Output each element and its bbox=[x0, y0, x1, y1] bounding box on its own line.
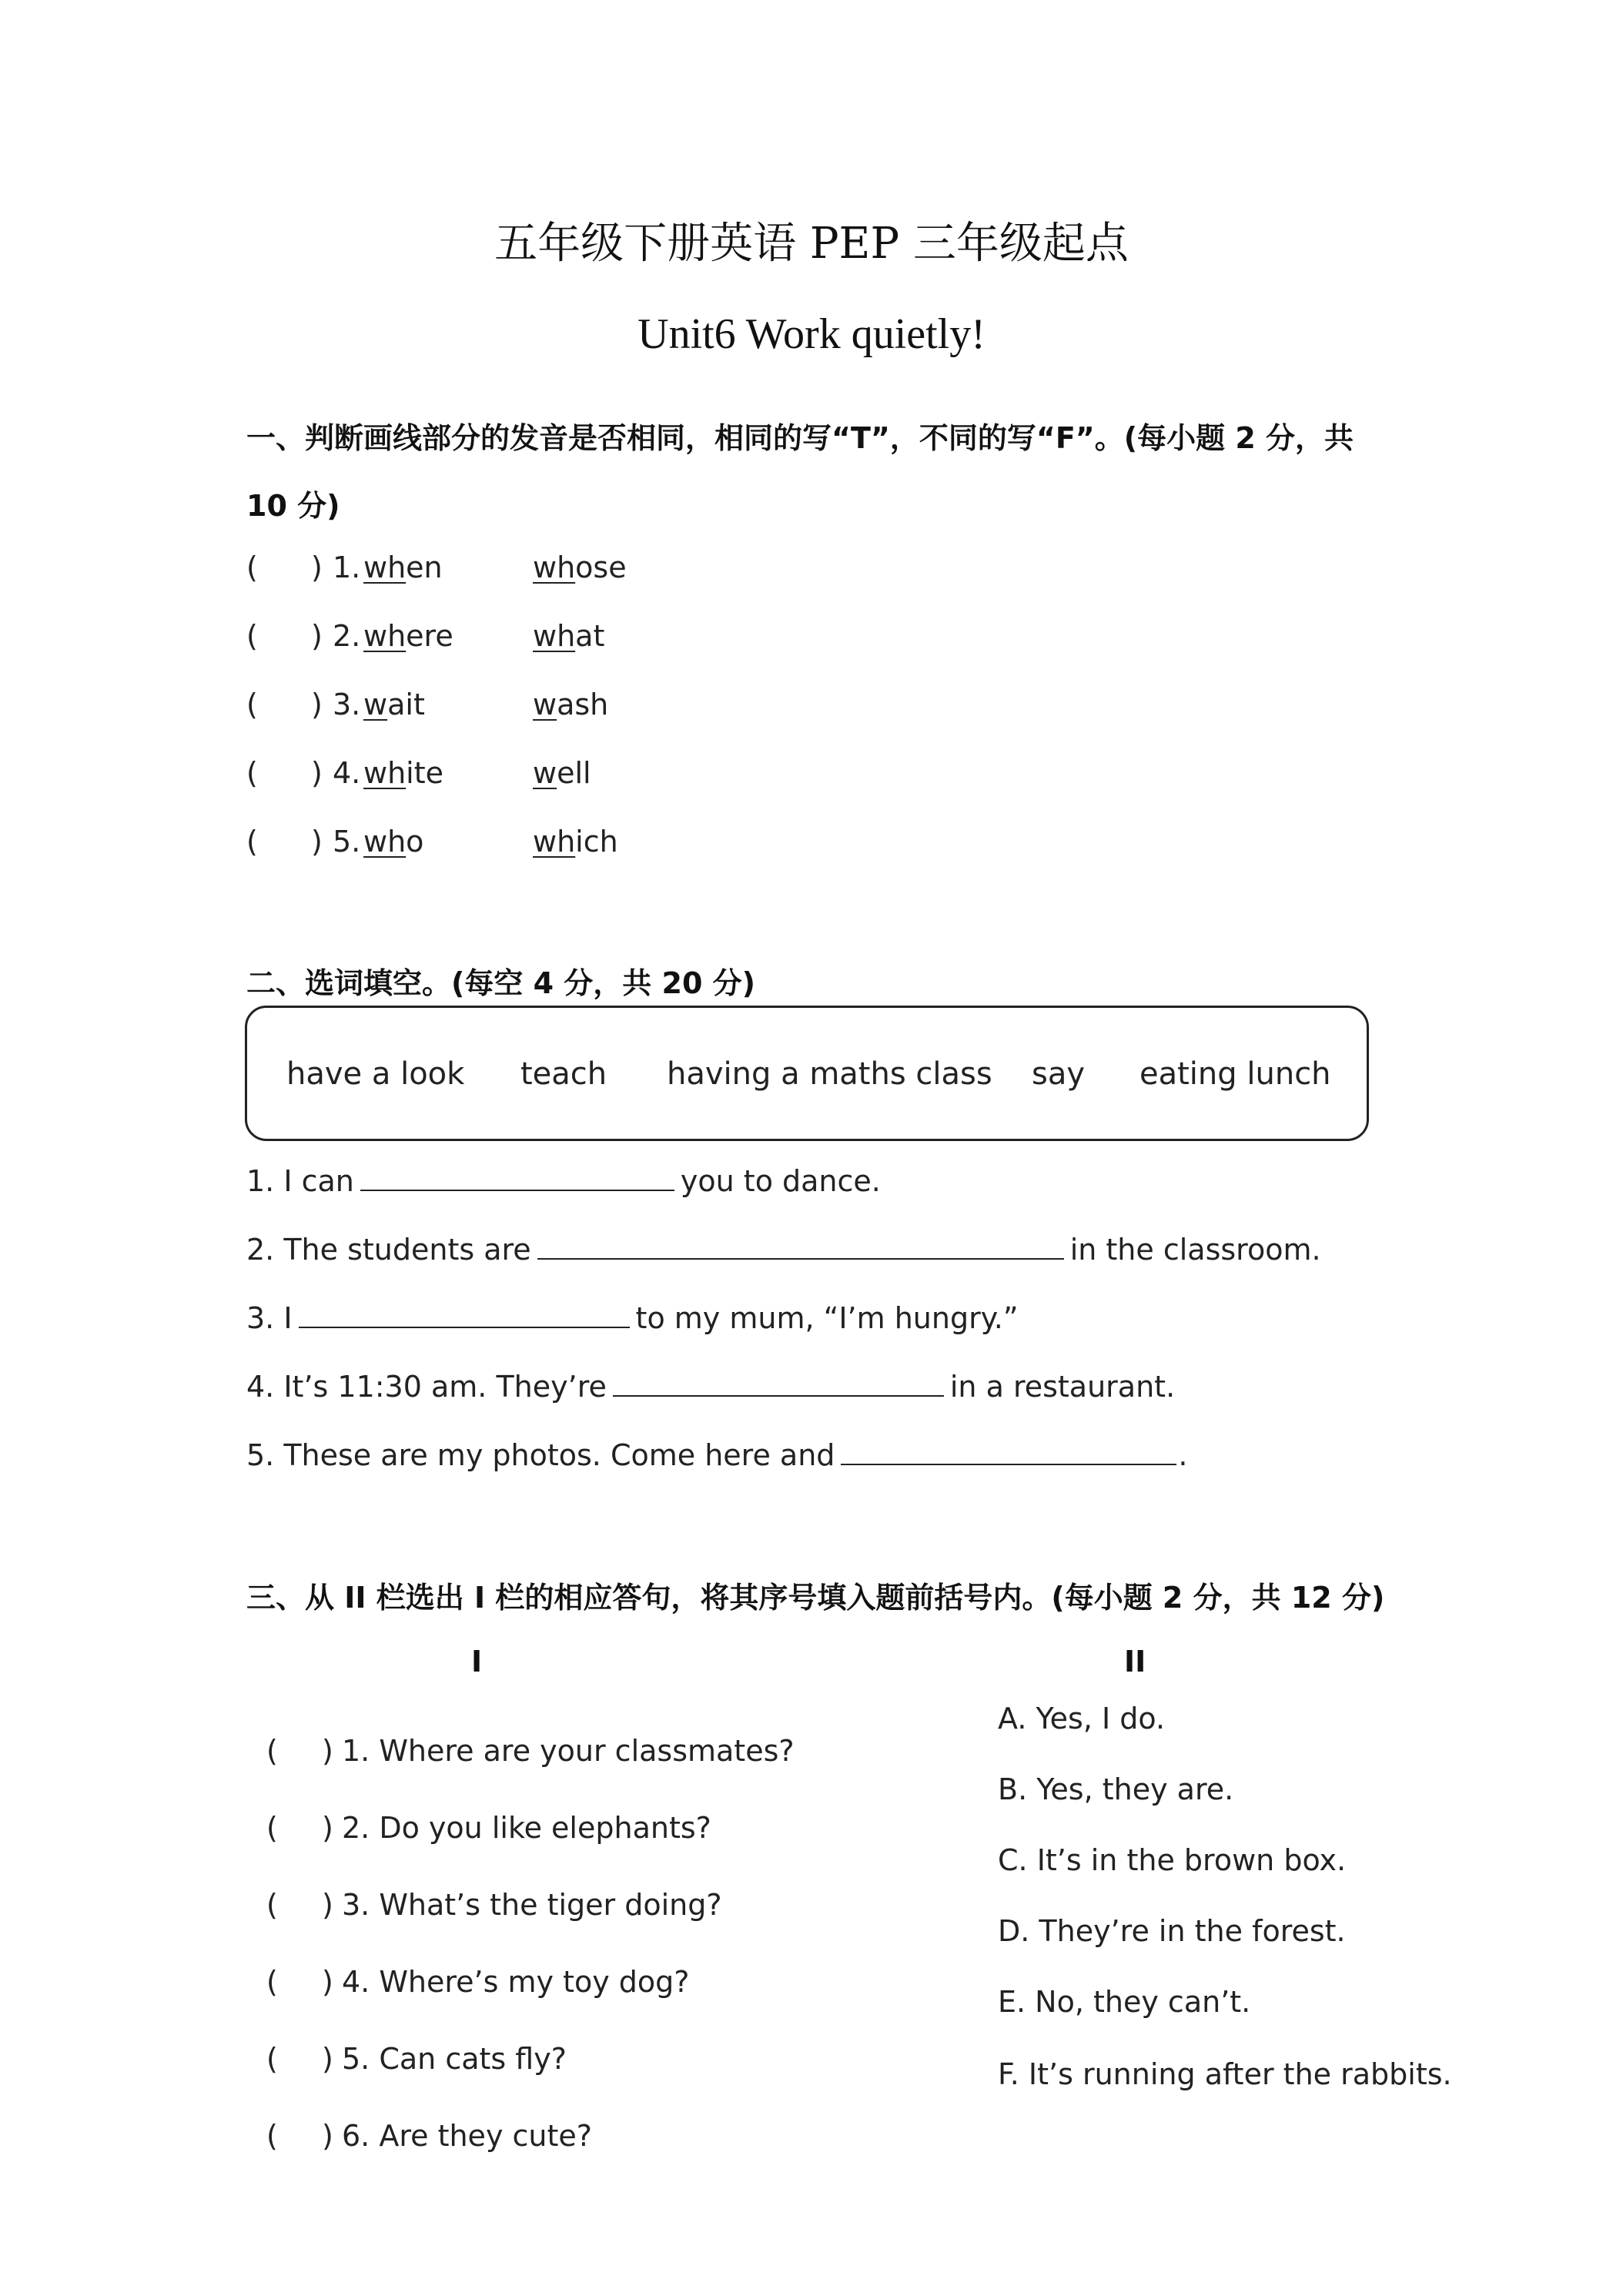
answer-paren-close: ) bbox=[311, 825, 323, 858]
answer-paren-close: ) bbox=[322, 2119, 333, 2153]
item-number: 1. bbox=[333, 551, 361, 584]
answer-option: E. No, they can’t. bbox=[998, 1985, 1251, 2019]
question-text: 1. Where are your classmates? bbox=[342, 1734, 795, 1768]
question-text: 4. Where’s my toy dog? bbox=[342, 1965, 690, 1999]
item-number: 5. bbox=[333, 825, 361, 858]
answer-paren-open[interactable]: ( bbox=[246, 756, 258, 790]
answer-paren-open[interactable]: ( bbox=[266, 1734, 278, 1768]
answer-option: A. Yes, I do. bbox=[998, 1702, 1166, 1735]
fill-sentence: 3. I to my mum, “I’m hungry.” bbox=[246, 1301, 1019, 1335]
answer-paren-open[interactable]: ( bbox=[266, 1965, 278, 1999]
word-a: who bbox=[363, 825, 424, 858]
answer-paren-open[interactable]: ( bbox=[246, 551, 258, 584]
word-a: white bbox=[363, 756, 444, 790]
item-number: 4. bbox=[333, 756, 361, 790]
word-b: which bbox=[533, 825, 618, 858]
answer-paren-close: ) bbox=[322, 1888, 333, 1922]
question-text: 3. What’s the tiger doing? bbox=[342, 1888, 722, 1922]
section3-heading: 三、从 II 栏选出 I 栏的相应答句，将其序号填入题前括号内。(每小题 2 分，共 12 分) bbox=[246, 1581, 1385, 1615]
answer-paren-close: ) bbox=[311, 551, 323, 584]
answer-paren-close: ) bbox=[322, 1734, 333, 1768]
word-bank-item: teach bbox=[520, 1056, 607, 1092]
answer-paren-open[interactable]: ( bbox=[266, 1811, 278, 1845]
page-subtitle: Unit6 Work quietly! bbox=[637, 310, 986, 358]
word-bank-item: having a maths class bbox=[667, 1056, 992, 1092]
fill-sentence: 1. I can you to dance. bbox=[246, 1164, 881, 1198]
answer-option: B. Yes, they are. bbox=[998, 1772, 1234, 1806]
answer-paren-close: ) bbox=[311, 756, 323, 790]
fill-sentence: 2. The students are in the classroom. bbox=[246, 1233, 1321, 1267]
answer-paren-close: ) bbox=[322, 1965, 333, 1999]
page-title: 五年级下册英语 PEP 三年级起点 bbox=[494, 219, 1129, 269]
item-number: 2. bbox=[333, 619, 361, 653]
fill-blank[interactable] bbox=[360, 1166, 674, 1191]
word-b: wash bbox=[533, 688, 609, 721]
question-text: 2. Do you like elephants? bbox=[342, 1811, 711, 1845]
item-number: 3. bbox=[333, 688, 361, 721]
word-a: when bbox=[363, 551, 443, 584]
answer-paren-close: ) bbox=[311, 619, 323, 653]
section1-heading: 一、判断画线部分的发音是否相同，相同的写“T”，不同的写“F”。(每小题 2 分，共 bbox=[246, 421, 1354, 455]
word-bank-item: have a look bbox=[286, 1056, 465, 1092]
section2-heading: 二、选词填空。(每空 4 分，共 20 分) bbox=[246, 966, 755, 1000]
fill-blank[interactable] bbox=[841, 1441, 1176, 1465]
word-a: where bbox=[363, 619, 453, 653]
answer-option: F. It’s running after the rabbits. bbox=[998, 2057, 1452, 2091]
word-b: what bbox=[533, 619, 605, 653]
section1-heading-cont: 10 分) bbox=[246, 489, 340, 523]
answer-paren-close: ) bbox=[311, 688, 323, 721]
word-bank-item: say bbox=[1032, 1056, 1086, 1092]
answer-paren-open[interactable]: ( bbox=[246, 825, 258, 858]
fill-blank[interactable] bbox=[537, 1235, 1064, 1260]
answer-paren-open[interactable]: ( bbox=[266, 1888, 278, 1922]
word-b: well bbox=[533, 756, 591, 790]
word-bank-item: eating lunch bbox=[1139, 1056, 1331, 1092]
fill-blank[interactable] bbox=[299, 1304, 630, 1328]
word-a: wait bbox=[363, 688, 425, 721]
column-ii-header: II bbox=[1124, 1645, 1146, 1678]
answer-paren-open[interactable]: ( bbox=[266, 2119, 278, 2153]
fill-blank[interactable] bbox=[613, 1372, 944, 1397]
answer-option: C. It’s in the brown box. bbox=[998, 1843, 1347, 1877]
column-i-header: I bbox=[471, 1645, 483, 1678]
fill-sentence: 4. It’s 11:30 am. They’re in a restaurant. bbox=[246, 1370, 1176, 1404]
question-text: 5. Can cats fly? bbox=[342, 2042, 567, 2076]
answer-paren-open[interactable]: ( bbox=[266, 2042, 278, 2076]
question-text: 6. Are they cute? bbox=[342, 2119, 592, 2153]
answer-paren-open[interactable]: ( bbox=[246, 688, 258, 721]
answer-paren-close: ) bbox=[322, 2042, 333, 2076]
answer-paren-open[interactable]: ( bbox=[246, 619, 258, 653]
fill-sentence: 5. These are my photos. Come here and . bbox=[246, 1438, 1188, 1472]
answer-paren-close: ) bbox=[322, 1811, 333, 1845]
word-b: whose bbox=[533, 551, 627, 584]
answer-option: D. They’re in the forest. bbox=[998, 1914, 1346, 1948]
